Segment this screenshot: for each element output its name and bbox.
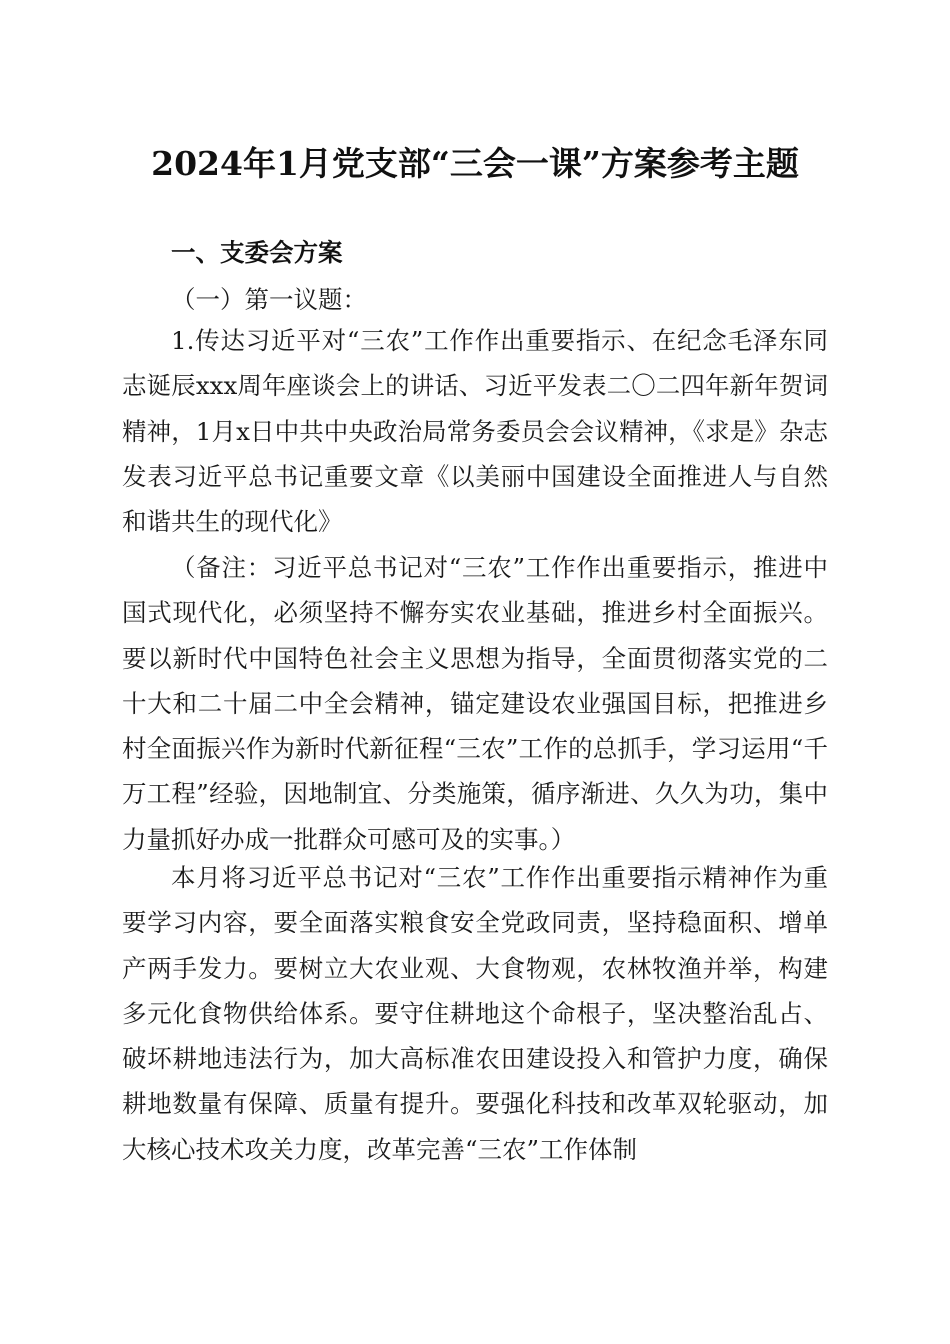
paragraph-agenda-item: 1.传达习近平对“三农”工作作出重要指示、在纪念毛泽东同志诞辰xxx周年座谈会上的讲话、习近平发表二〇二四年新年贺词精神，1月x日中共中央政治局常务委员会会议精神，《求是》杂志发表习近平总书记重要文章《以美丽中国建设全面推进人与自然和谐共生的现代化》 — [122, 326, 828, 537]
subsection-heading: （一）第一议题： — [171, 285, 367, 314]
section-heading: 一、支委会方案 — [171, 238, 343, 267]
paragraph-study-content: 本月将习近平总书记对“三农”工作作出重要指示精神作为重要学习内容，要全面落实粮食安全党政同责，坚持稳面积、增单产两手发力。要树立大农业观、大食物观，农林牧渔并举，构建多元化食物供给体系。要守住耕地这个命根子，坚决整治乱占、破坏耕地违法行为，加大高标准农田建设投入和管护力度，确保耕地数量有保障、质量有提升。要强化科技和改革双轮驱动，加大核心技术攻关力度，改革完善“三农”工作体制 — [122, 863, 828, 1164]
document-title: 2024年1月党支部“三会一课”方案参考主题 — [151, 144, 799, 183]
paragraph-note: （备注：习近平总书记对“三农”工作作出重要指示，推进中国式现代化，必须坚持不懈夯实农业基础，推进乡村全面振兴。要以新时代中国特色社会主义思想为指导，全面贯彻落实党的二十大和二十届二中全会精神，锚定建设农业强国目标，把推进乡村全面振兴作为新时代新征程“三农”工作的总抓手，学习运用“千万工程”经验，因地制宜、分类施策，循序渐进、久久为功，集中力量抓好办成一批群众可感可及的实事。） — [122, 553, 828, 854]
